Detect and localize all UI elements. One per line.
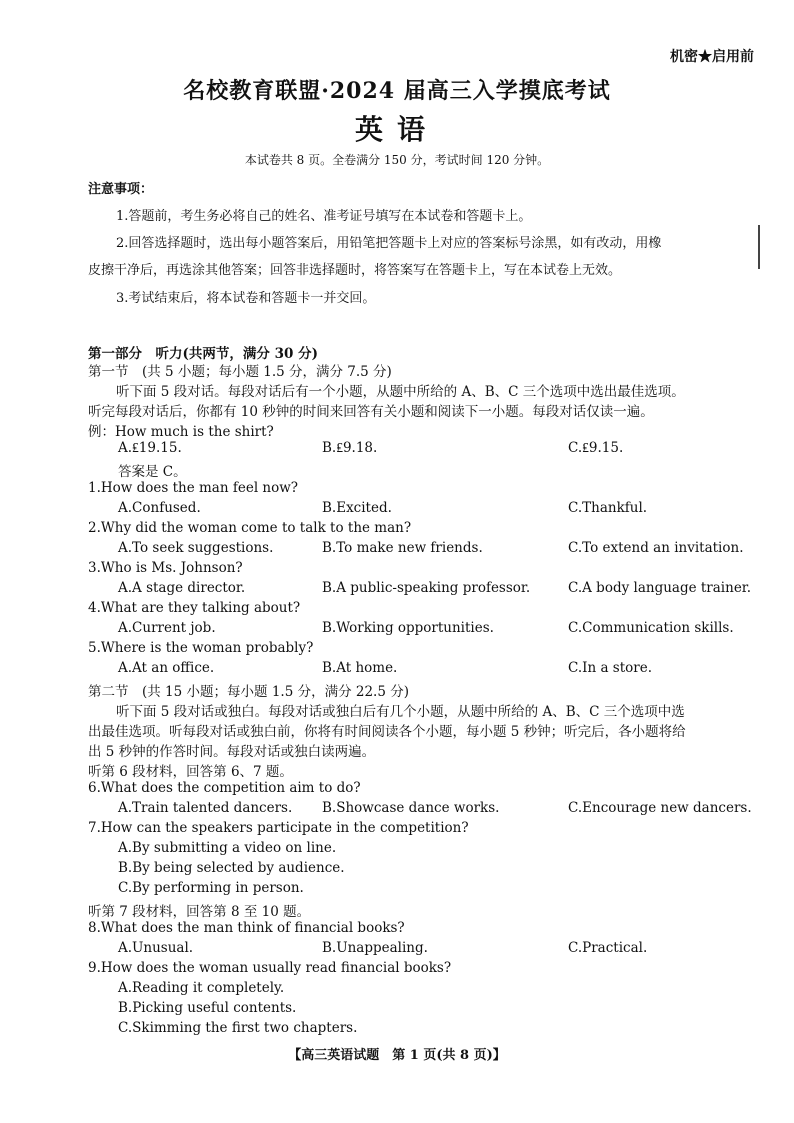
question-3: 3.Who is Ms. Johnson? [88, 560, 243, 576]
question-9: 9.How does the woman usually read financial books? [88, 960, 452, 976]
confidential-label: 机密★启用前 [670, 49, 754, 65]
example-option-b: B.₤9.18. [322, 440, 378, 456]
scan-edge-mark [758, 225, 760, 269]
question-7: 7.How can the speakers participate in the competition? [88, 820, 469, 836]
example-option-a: A.₤19.15. [118, 440, 182, 456]
q7-option-b: B.By being selected by audience. [118, 860, 345, 876]
note-3: 3.考试结束后，将本试卷和答题卡一并交回。 [116, 291, 376, 306]
exam-title: 名校教育联盟·2024 届高三入学摸底考试 [183, 78, 611, 104]
q3-option-c: C.A body language trainer. [568, 580, 752, 596]
question-4: 4.What are they talking about? [88, 600, 301, 616]
q5-option-a: A.At an office. [118, 660, 215, 676]
section2-instruction-cont: 出最佳选项。听每段对话或独白前，你将有时间阅读各个小题，每小题 5 秒钟；听完后，各小题将给 [88, 724, 686, 740]
section1-instruction-cont: 听完每段对话后，你都有 10 秒钟的时间来回答有关小题和阅读下一小题。每段对话仅读一遍。 [88, 404, 654, 420]
question-2: 2.Why did the woman come to talk to the man? [88, 520, 412, 536]
q3-option-b: B.A public-speaking professor. [322, 580, 531, 596]
q1-option-b: B.Excited. [322, 500, 392, 516]
q4-option-c: C.Communication skills. [568, 620, 734, 636]
q6-option-c: C.Encourage new dancers. [568, 800, 752, 816]
page-footer: 【高三英语试题 第 1 页(共 8 页)】 [288, 1048, 506, 1063]
q6-option-a: A.Train talented dancers. [118, 800, 293, 816]
question-6: 6.What does the competition aim to do? [88, 780, 361, 796]
q5-option-c: C.In a store. [568, 660, 653, 676]
q6-option-b: B.Showcase dance works. [322, 800, 500, 816]
note-1: 1.答题前，考生务必将自己的姓名、准考证号填写在本试卷和答题卡上。 [116, 209, 532, 224]
exam-info: 本试卷共 8 页。全卷满分 150 分，考试时间 120 分钟。 [244, 153, 550, 167]
question-5: 5.Where is the woman probably? [88, 640, 314, 656]
q3-option-a: A.A stage director. [118, 580, 246, 596]
q2-option-a: A.To seek suggestions. [118, 540, 274, 556]
subject-title: 英语 [354, 113, 439, 146]
q2-option-b: B.To make new friends. [322, 540, 483, 556]
note-2: 2.回答选择题时，选出每小题答案后，用铅笔把答题卡上对应的答案标号涂黑，如有改动，用橡 [116, 236, 662, 251]
section2-instruction-end: 出 5 秒钟的作答时间。每段对话或独白读两遍。 [88, 744, 376, 760]
q8-option-c: C.Practical. [568, 940, 648, 956]
material-7-heading: 听第 7 段材料，回答第 8 至 10 题。 [88, 904, 311, 920]
material-6-heading: 听第 6 段材料，回答第 6、7 题。 [88, 764, 293, 780]
part1-heading: 第一部分 听力(共两节，满分 30 分) [88, 346, 318, 362]
q1-option-c: C.Thankful. [568, 500, 648, 516]
q9-option-b: B.Picking useful contents. [118, 1000, 297, 1016]
q8-option-b: B.Unappealing. [322, 940, 428, 956]
q9-option-c: C.Skimming the first two chapters. [118, 1020, 358, 1036]
q7-option-a: A.By submitting a video on line. [118, 840, 337, 856]
q4-option-a: A.Current job. [118, 620, 216, 636]
example-answer: 答案是 C。 [118, 464, 187, 480]
example-option-c: C.₤9.15. [568, 440, 624, 456]
q8-option-a: A.Unusual. [118, 940, 194, 956]
example-question: 例：How much is the shirt? [88, 424, 274, 440]
section2-instruction: 听下面 5 段对话或独白。每段对话或独白后有几个小题，从题中所给的 A、B、C 三个选项中选 [116, 704, 685, 720]
question-8: 8.What does the man think of financial books? [88, 920, 405, 936]
q4-option-b: B.Working opportunities. [322, 620, 494, 636]
q5-option-b: B.At home. [322, 660, 398, 676]
section2-heading: 第二节 (共 15 小题；每小题 1.5 分，满分 22.5 分) [88, 684, 409, 700]
question-1: 1.How does the man feel now? [88, 480, 299, 496]
section1-heading: 第一节 (共 5 小题；每小题 1.5 分，满分 7.5 分) [88, 364, 392, 380]
q1-option-a: A.Confused. [118, 500, 201, 516]
q7-option-c: C.By performing in person. [118, 880, 304, 896]
note-2-cont: 皮擦干净后，再选涂其他答案；回答非选择题时，将答案写在答题卡上，写在本试卷上无效。 [88, 263, 622, 278]
notes-heading: 注意事项： [88, 182, 154, 197]
section1-instruction: 听下面 5 段对话。每段对话后有一个小题，从题中所给的 A、B、C 三个选项中选出最佳选项。 [116, 384, 685, 400]
q2-option-c: C.To extend an invitation. [568, 540, 744, 556]
q9-option-a: A.Reading it completely. [118, 980, 285, 996]
